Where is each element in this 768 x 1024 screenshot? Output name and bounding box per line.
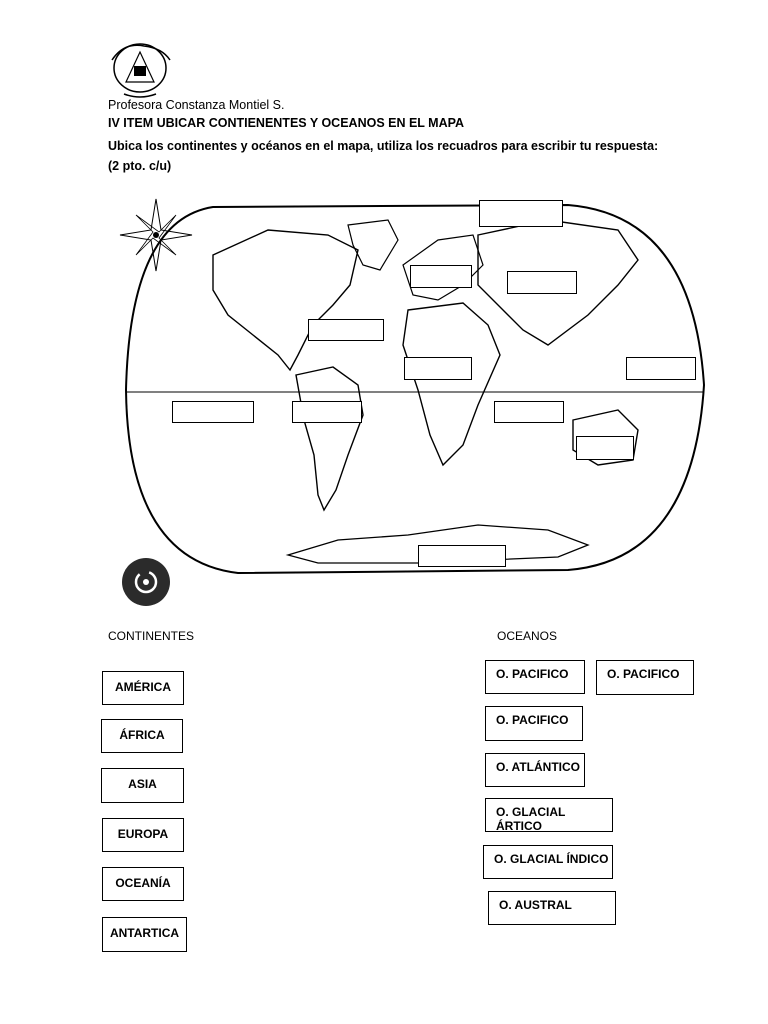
- world-map: [118, 195, 710, 580]
- answer-box-8[interactable]: [292, 401, 362, 423]
- answer-box-2[interactable]: [410, 265, 472, 288]
- answer-box-6[interactable]: [626, 357, 696, 380]
- continent-label-america: AMÉRICA: [102, 671, 184, 705]
- answer-box-9[interactable]: [494, 401, 564, 423]
- oceans-heading: OCEANOS: [497, 629, 558, 643]
- instructions: Ubica los continentes y océanos en el mapa, utiliza los recuadros para escribir tu respuesta: (2 pto. c/u): [108, 139, 659, 173]
- continent-label-antartica: ANTARTICA: [102, 917, 187, 952]
- reload-icon[interactable]: [120, 556, 172, 608]
- answer-box-7[interactable]: [172, 401, 254, 423]
- ocean-label-austral: O. AUSTRAL: [488, 891, 616, 925]
- continents-heading: CONTINENTES: [108, 629, 195, 643]
- ocean-label-glacial-indico: O. GLACIAL ÍNDICO: [483, 845, 613, 879]
- ocean-label-atlantico: O. ATLÁNTICO: [485, 753, 585, 787]
- answer-box-3[interactable]: [507, 271, 577, 294]
- continent-label-asia: ASIA: [101, 768, 184, 803]
- continent-label-europa: EUROPA: [102, 818, 184, 852]
- school-logo: [104, 38, 176, 100]
- answer-box-4[interactable]: [308, 319, 384, 341]
- answer-box-10[interactable]: [576, 436, 634, 460]
- ocean-label-glacial-artico: O. GLACIAL ÁRTICO: [485, 798, 613, 832]
- teacher-name: Profesora Constanza Montiel S.: [108, 98, 285, 112]
- continent-label-africa: ÁFRICA: [101, 719, 183, 753]
- ocean-label-pacifico-1: O. PACIFICO: [485, 660, 585, 694]
- ocean-label-pacifico-3: O. PACIFICO: [485, 706, 583, 741]
- continent-label-oceania: OCEANÍA: [102, 867, 184, 901]
- answer-box-1[interactable]: [479, 200, 563, 227]
- item-title: IV ITEM UBICAR CONTIENENTES Y OCEANOS EN EL MAPA: [108, 116, 465, 130]
- answer-box-5[interactable]: [404, 357, 472, 380]
- ocean-label-pacifico-2: O. PACIFICO: [596, 660, 694, 695]
- answer-box-11[interactable]: [418, 545, 506, 567]
